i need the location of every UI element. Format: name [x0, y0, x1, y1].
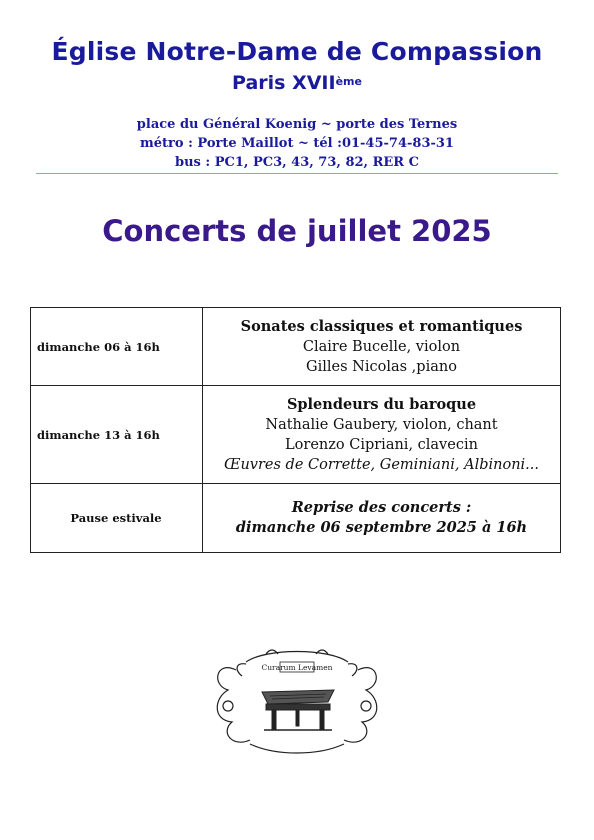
- header-divider: [36, 173, 558, 174]
- pause-label: Pause estivale: [31, 484, 203, 553]
- city-main: Paris XVII: [232, 72, 336, 94]
- reprise-date: dimanche 06 septembre 2025 à 16h: [235, 519, 528, 536]
- performer: Lorenzo Cipriani, clavecin: [285, 436, 478, 453]
- concert-date: dimanche 06 à 16h: [31, 308, 203, 386]
- concert-title: Splendeurs du baroque: [286, 395, 477, 413]
- table-row: [31, 308, 561, 386]
- address-block: [0, 115, 594, 172]
- concert-date: dimanche 13 à 16h: [31, 386, 203, 484]
- logo-motto: Curarum Levamen: [261, 663, 333, 672]
- performer: Nathalie Gaubery, violon, chant: [265, 416, 498, 433]
- metro-line: métro : Porte Maillot ~ tél :01-45-74-83-31: [140, 136, 454, 151]
- reprise-line: Reprise des concerts :: [291, 499, 472, 516]
- concert-title: Sonates classiques et romantiques: [240, 317, 523, 335]
- performer: Claire Bucelle, violon: [302, 338, 461, 355]
- city-superscript: ème: [335, 75, 362, 88]
- concert-program-table: [30, 307, 561, 553]
- concert-detail: [203, 386, 561, 484]
- header: [0, 36, 594, 95]
- address-line: place du Général Koenig ~ porte des Ternes: [136, 117, 458, 132]
- church-name: Église Notre-Dame de Compassion: [51, 37, 543, 66]
- city-heading: [0, 70, 594, 95]
- works-list: Œuvres de Corrette, Geminiani, Albinoni...: [223, 456, 540, 473]
- bus-line: bus : PC1, PC3, 43, 73, 82, RER C: [175, 155, 419, 170]
- table-row: [31, 484, 561, 553]
- performer: Gilles Nicolas ,piano: [306, 358, 457, 375]
- ornamental-harpsichord-logo-icon: [206, 640, 388, 760]
- concert-detail: [203, 308, 561, 386]
- page-title: Concerts de juillet 2025: [102, 214, 492, 248]
- table-row: [31, 386, 561, 484]
- reprise-detail: [203, 484, 561, 553]
